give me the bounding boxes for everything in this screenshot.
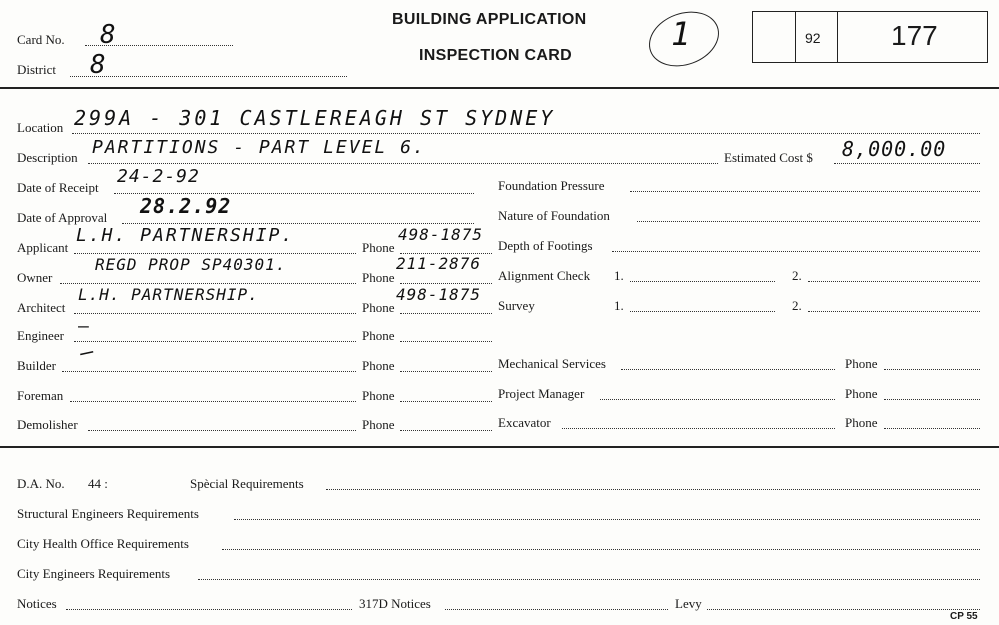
date-approval-line <box>122 223 474 224</box>
circled-number: 1 <box>671 15 692 53</box>
engineer-label: Engineer <box>17 328 64 343</box>
foreman-line <box>70 401 356 402</box>
survey-label: Survey <box>498 298 535 313</box>
survey-line-1 <box>630 311 775 312</box>
estimated-cost-label: Estimated Cost $ <box>724 150 813 165</box>
date-receipt-label: Date of Receipt <box>17 180 99 195</box>
foreman-phone-line <box>400 401 492 402</box>
foreman-phone-label: Phone <box>362 388 395 403</box>
foundation-pressure-label: Foundation Pressure <box>498 178 605 193</box>
mechanical-phone-label: Phone <box>845 356 878 371</box>
location-label: Location <box>17 120 64 135</box>
architect-phone-line <box>400 313 492 314</box>
engineer-phone-label: Phone <box>362 328 395 343</box>
estimated-cost-value: 8,000.00 <box>842 137 947 161</box>
location-line <box>72 133 980 134</box>
architect-line <box>74 313 356 314</box>
project-manager-line <box>600 399 835 400</box>
excavator-line <box>562 428 835 429</box>
alignment-check-line-1 <box>630 281 775 282</box>
engineer-value: — <box>78 316 90 337</box>
nature-foundation-label: Nature of Foundation <box>498 208 610 223</box>
city-engineers-line <box>198 579 980 580</box>
mechanical-label: Mechanical Services <box>498 356 606 371</box>
mechanical-line <box>621 369 835 370</box>
estimated-cost-line <box>834 163 980 164</box>
box-divider-2 <box>837 12 838 62</box>
description-label: Description <box>17 150 78 165</box>
depth-footings-line <box>612 251 980 252</box>
box-year: 92 <box>805 30 821 46</box>
survey-num-1: 1. <box>614 298 624 313</box>
engineer-phone-line <box>400 341 492 342</box>
architect-label: Architect <box>17 300 66 315</box>
architect-phone-value: 498-1875 <box>396 285 482 304</box>
location-value: 299A - 301 CASTLEREAGH ST SYDNEY <box>74 106 556 130</box>
foreman-label: Foreman <box>17 388 64 403</box>
mechanical-phone-line <box>884 369 980 370</box>
special-requirements-line <box>326 489 980 490</box>
box-divider-1 <box>795 12 796 62</box>
title-line-1: BUILDING APPLICATION <box>392 11 587 28</box>
owner-label: Owner <box>17 270 53 285</box>
title-line-2: INSPECTION CARD <box>419 47 572 64</box>
applicant-line <box>74 253 356 254</box>
health-line <box>222 549 980 550</box>
notices-line <box>66 609 352 610</box>
owner-line <box>60 283 356 284</box>
builder-label: Builder <box>17 358 56 373</box>
excavator-phone-label: Phone <box>845 415 878 430</box>
special-requirements-label: Spècial Requirements <box>190 476 304 491</box>
project-manager-phone-label: Phone <box>845 386 878 401</box>
description-value: PARTITIONS - PART LEVEL 6. <box>92 137 426 158</box>
date-approval-value: 28.2.92 <box>140 194 232 218</box>
excavator-label: Excavator <box>498 415 551 430</box>
demolisher-phone-label: Phone <box>362 417 395 432</box>
alignment-check-num-1: 1. <box>614 268 624 283</box>
alignment-check-line-2 <box>808 281 980 282</box>
architect-value: L.H. PARTNERSHIP. <box>78 285 259 304</box>
depth-footings-label: Depth of Footings <box>498 238 593 253</box>
box-number: 177 <box>891 20 938 51</box>
da-value: 44 : <box>88 476 108 491</box>
levy-line <box>707 609 980 610</box>
builder-line <box>62 371 356 372</box>
da-label: D.A. No. <box>17 476 65 491</box>
project-manager-label: Project Manager <box>498 386 585 401</box>
builder-phone-line <box>400 371 492 372</box>
card-no-label: Card No. <box>17 32 65 47</box>
project-manager-phone-line <box>884 399 980 400</box>
demolisher-line <box>88 430 356 431</box>
notices-317d-label: 317D Notices <box>359 596 431 611</box>
builder-value: — <box>77 338 97 367</box>
applicant-phone-label: Phone <box>362 240 395 255</box>
district-label: District <box>17 62 56 77</box>
date-approval-label: Date of Approval <box>17 210 108 225</box>
application-number-box <box>752 11 988 63</box>
applicant-phone-value: 498-1875 <box>398 225 484 244</box>
alignment-check-num-2: 2. <box>792 268 802 283</box>
applicant-label: Applicant <box>17 240 69 255</box>
architect-phone-label: Phone <box>362 300 395 315</box>
builder-phone-label: Phone <box>362 358 395 373</box>
notices-label: Notices <box>17 596 57 611</box>
district-line <box>70 76 347 77</box>
date-receipt-value: 24-2-92 <box>117 166 200 187</box>
levy-label: Levy <box>675 596 702 611</box>
description-line <box>88 163 718 164</box>
structural-line <box>234 519 980 520</box>
demolisher-label: Demolisher <box>17 417 78 432</box>
survey-line-2 <box>808 311 980 312</box>
demolisher-phone-line <box>400 430 492 431</box>
applicant-value: L.H. PARTNERSHIP. <box>76 225 295 246</box>
district-value: 8 <box>90 50 107 80</box>
form-code: CP 55 <box>950 611 978 622</box>
card-no-value: 8 <box>100 20 117 50</box>
owner-phone-line <box>400 283 492 284</box>
excavator-phone-line <box>884 428 980 429</box>
owner-phone-value: 211-2876 <box>396 254 482 273</box>
notices-317d-line <box>445 609 668 610</box>
header-rule <box>0 87 999 89</box>
nature-foundation-line <box>637 221 980 222</box>
footer-rule <box>0 446 999 448</box>
city-engineers-label: City Engineers Requirements <box>17 566 171 581</box>
survey-num-2: 2. <box>792 298 802 313</box>
owner-phone-label: Phone <box>362 270 395 285</box>
health-label: City Health Office Requirements <box>17 536 189 551</box>
owner-value: REGD PROP SP40301. <box>95 255 287 274</box>
structural-label: Structural Engineers Requirements <box>17 506 199 521</box>
foundation-pressure-line <box>630 191 980 192</box>
engineer-line <box>74 341 356 342</box>
alignment-check-label: Alignment Check <box>498 268 591 283</box>
